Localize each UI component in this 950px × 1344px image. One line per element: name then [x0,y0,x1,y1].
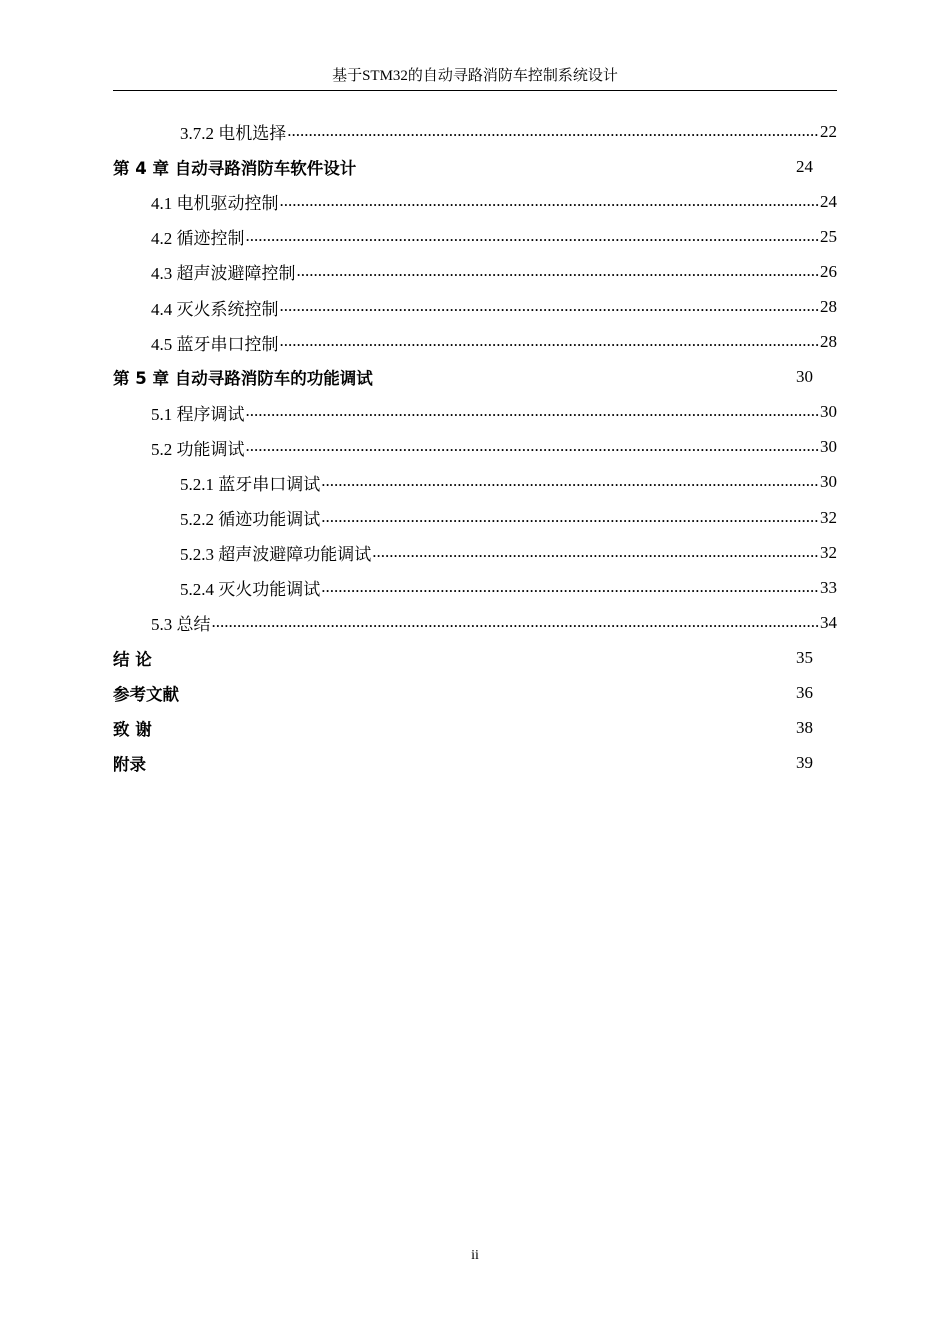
toc-entry-title: 致 谢 [113,720,152,740]
toc-section-entry[interactable] [113,395,837,430]
toc-chapter-entry[interactable] [113,711,837,746]
toc-entry-page: 28 [820,332,837,352]
toc-entry-title: 3.7.2 电机选择 [180,124,287,144]
toc-chapter-entry[interactable] [113,360,837,395]
toc-section-entry[interactable] [113,535,837,570]
toc-dot-leader [372,542,819,562]
toc-entry-page: 35 [796,647,813,667]
toc-entry-page: 30 [820,402,837,422]
toc-chapter-entry[interactable] [113,676,837,711]
header-rule [113,90,837,91]
toc-section-entry[interactable] [113,465,837,500]
toc-dot-leader [280,191,820,211]
toc-dot-leader [321,577,819,597]
toc-entry-page: 30 [820,437,837,457]
toc-entry-title: 5.2.4 灭火功能调试 [180,580,321,600]
toc-entry-page: 32 [820,542,837,562]
toc-section-entry[interactable] [113,114,837,149]
toc-entry-title: 5.2 功能调试 [151,439,245,459]
toc-dot-leader [280,296,820,316]
toc-dot-leader [246,226,820,246]
toc-section-entry[interactable] [113,605,837,640]
toc-entry-page: 39 [796,753,813,773]
toc-entry-title: 5.2.1 蓝牙串口调试 [180,474,321,494]
toc-section-entry[interactable] [113,430,837,465]
toc-entry-page: 28 [820,297,837,317]
toc-section-entry[interactable] [113,289,837,324]
toc-entry-title: 4.5 蓝牙串口控制 [151,334,279,354]
page-header-title: 基于STM32的自动寻路消防车控制系统设计 [332,68,618,84]
toc-entry-title: 5.2.3 超声波避障功能调试 [180,545,372,565]
toc-section-entry[interactable] [113,500,837,535]
toc-entry-title: 第 4 章 自动寻路消防车软件设计 [113,158,357,178]
toc-entry-title: 结 论 [113,649,152,669]
toc-entry-page: 36 [796,683,813,703]
toc-entry-page: 26 [820,261,837,281]
page-number: ii [471,1248,479,1263]
toc-entry-title: 附录 [113,755,146,775]
toc-section-entry[interactable] [113,570,837,605]
toc-entry-title: 4.3 超声波避障控制 [151,264,296,284]
toc-entry-page: 25 [820,226,837,246]
toc-dot-leader [246,401,820,421]
toc-chapter-entry[interactable] [113,149,837,184]
toc-dot-leader [212,612,820,632]
toc-section-entry[interactable] [113,219,837,254]
toc-chapter-entry[interactable] [113,746,837,781]
toc-entry-title: 参考文献 [113,685,179,705]
toc-dot-leader [297,261,820,281]
toc-section-entry[interactable] [113,254,837,289]
toc-dot-leader [280,331,820,351]
toc-entry-page: 22 [820,121,837,141]
table-of-contents [113,114,837,781]
toc-entry-page: 33 [820,577,837,597]
toc-dot-leader [287,121,819,141]
toc-dot-leader [246,436,820,456]
toc-entry-page: 24 [820,191,837,211]
toc-entry-title: 4.2 循迹控制 [151,229,245,249]
toc-entry-title: 第 5 章 自动寻路消防车的功能调试 [113,369,373,389]
toc-dot-leader [321,471,819,491]
toc-entry-page: 38 [796,718,813,738]
toc-entry-title: 5.3 总结 [151,615,211,635]
toc-entry-title: 4.4 灭火系统控制 [151,299,279,319]
toc-entry-page: 30 [796,367,813,387]
toc-section-entry[interactable] [113,325,837,360]
toc-entry-page: 32 [820,507,837,527]
toc-entry-title: 4.1 电机驱动控制 [151,194,279,214]
toc-entry-page: 24 [796,156,813,176]
toc-section-entry[interactable] [113,184,837,219]
toc-entry-title: 5.2.2 循迹功能调试 [180,510,321,530]
toc-entry-title: 5.1 程序调试 [151,404,245,424]
toc-entry-page: 34 [820,612,837,632]
toc-chapter-entry[interactable] [113,640,837,675]
toc-entry-page: 30 [820,472,837,492]
toc-dot-leader [321,507,819,527]
